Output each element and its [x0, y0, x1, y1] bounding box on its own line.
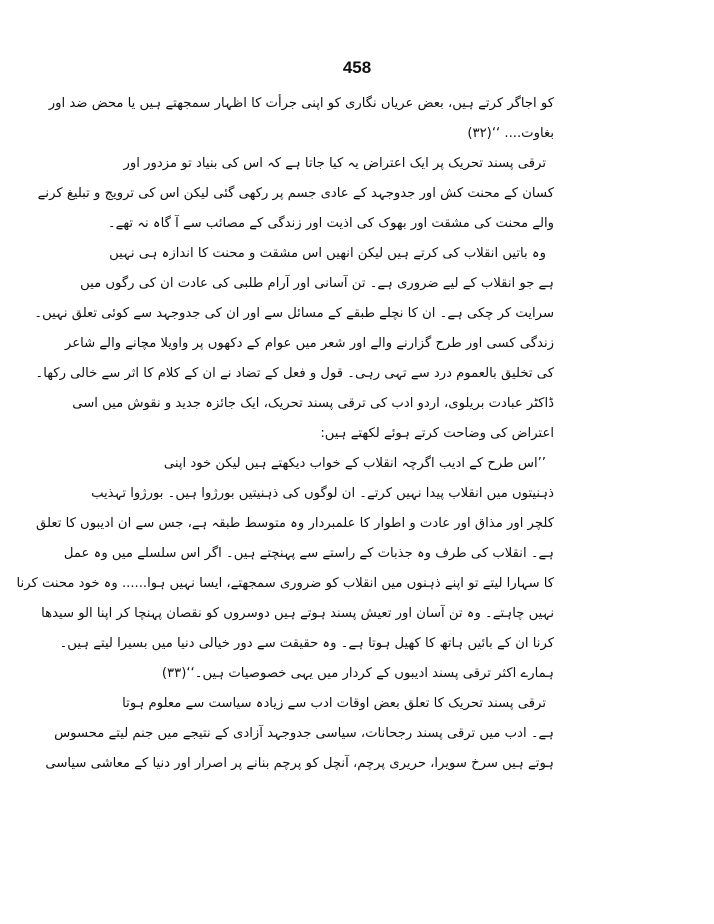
text-line: ہمارے اکثر ترقی پسند ادیبوں کے کردار میں یہی خصوصیات ہیں۔‘‘(۳۳) [161, 666, 554, 681]
text-line: وہ باتیں انقلاب کی کرتے ہیں لیکن انھیں اس مشقت و محنت کا اندازہ ہی نہیں [109, 246, 546, 261]
text-line: کا سہارا لیتے تو اپنے ذہنوں میں انقلاب کو ضروری سمجھتے، ایسا نہیں ہوا...... وہ خود محنت کرنا [16, 576, 554, 591]
text-line: ترقی پسند تحریک پر ایک اعتراض یہ کیا جاتا ہے کہ اس کی بنیاد تو مزدور اور [123, 156, 546, 171]
text-line: اعتراض کی وضاحت کرتے ہوئے لکھتے ہیں: [320, 426, 554, 441]
text-line: زندگی کسی اور طرح گزارنے والے اور شعر میں عوام کے دکھوں پر واویلا مچانے والے شاعر [64, 336, 554, 351]
text-line: ہے جو انقلاب کے لیے ضروری ہے۔ تن آسانی اور آرام طلبی کی عادت ان کی رگوں میں [80, 276, 554, 291]
paragraph [16, 449, 554, 689]
text-line: ہوتے ہیں سرخ سویرا، حریری پرچم، آنچل کو پرچم بنانے پر اصرار اور دنیا کے معاشی سیاسی [45, 756, 554, 771]
text-line: کلچر اور مذاق اور عادت و اطوار کا علمبردار وہ متوسط طبقہ ہے، جس سے ان ادیبوں کا تعلق [35, 516, 554, 531]
text-line: بغاوت.... ‘‘(۳۲) [467, 126, 554, 141]
text-line: کو اجاگر کرتے ہیں، بعض عریاں نگاری کو اپنی جرأت کا اظہار سمجھتے ہیں یا محض ضد اور [48, 96, 554, 111]
text-line: ہے۔ ادب میں ترقی پسند رجحانات، سیاسی جدوجہد آزادی کے نتیجے میں جنم لیتے محسوس [54, 726, 554, 741]
text-line: نہیں چاہتے۔ وہ تن آسان اور تعیش پسند ہوتے ہیں دوسروں کو نقصان پہنچا کر اپنا الو سیدھا [41, 606, 554, 621]
page-number: 458 [342, 58, 372, 77]
text-line: والے محنت کی مشقت اور بھوک کی اذیت اور زندگی کے مصائب سے آ گاہ نہ تھے۔ [107, 216, 554, 231]
paragraph [34, 239, 554, 449]
text-line: کرنا ان کے بائیں ہاتھ کا کھیل ہوتا ہے۔ وہ حقیقت سے دور خیالی دنیا میں بسیرا لیتے ہیں۔ [59, 636, 554, 651]
text-line: ذہنیتوں میں انقلاب پیدا نہیں کرتے۔ ان لوگوں کی ذہنیتیں بورژوا ہیں۔ بورژوا تہذیب [91, 486, 554, 501]
text-line: ڈاکٹر عبادت بریلوی، اردو ادب کی ترقی پسند تحریک، ایک جائزہ جدید و نقوش میں اسی [72, 396, 554, 411]
text-line: کی تخلیق بالعموم درد سے تہی رہی۔ قول و فعل کے تضاد نے ان کے کلام کا اثر سے خالی رکھا۔ [35, 366, 554, 381]
text-line: سرایت کر چکی ہے۔ ان کا نچلے طبقے کے مسائل سے اور ان کی جدوجہد سے کوئی تعلق نہیں۔ [34, 306, 554, 321]
paragraph [45, 689, 554, 779]
text-line: ہے۔ انقلاب کی طرف وہ جذبات کے راستے سے پہنچتے ہیں۔ اگر اس سلسلے میں وہ عمل [63, 546, 554, 561]
body-text [16, 89, 554, 779]
paragraph [37, 149, 554, 239]
text-line: ترقی پسند تحریک کا تعلق بعض اوقات ادب سے زیادہ سیاست سے معلوم ہوتا [122, 696, 546, 711]
paragraph [48, 89, 554, 149]
text-line: ’’اس طرح کے ادیب اگرچہ انقلاب کے خواب دیکھتے ہیں لیکن خود اپنی [163, 456, 546, 471]
text-line: کسان کے محنت کش اور جدوجہد کے عادی جسم پر رکھی گئی لیکن اس کی ترویج و تبلیغ کرنے [37, 186, 554, 201]
